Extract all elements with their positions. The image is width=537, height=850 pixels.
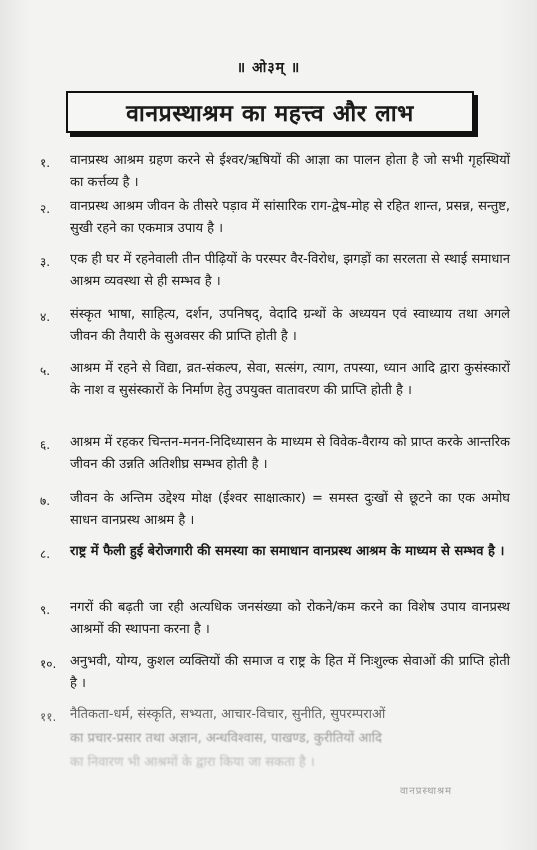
item-number: ९. [40, 603, 51, 617]
item-text: आश्रम में रहने से विद्या, व्रत-संकल्प, सेवा, सत्संग, त्याग, तपस्या, ध्यान आदि द्वारा कुसंस्कारों के नाश व सुसंस्कारों के निर्माण हेतु उपयुक्त वातावरण की प्राप्ति होती है । [70, 361, 510, 398]
item-number: ४. [40, 310, 51, 324]
item-text: संस्कृत भाषा, साहित्य, दर्शन, उपनिषद्, वेदादि ग्रन्थों के अध्ययन एवं स्वाध्याय तथा अगले जीवन की तैयारी के सुअवसर की प्राप्ति होती है । [70, 307, 510, 344]
item-number: ८. [40, 547, 51, 561]
item-number: ३. [40, 255, 51, 269]
item-number: २. [40, 202, 51, 216]
item-number: ६. [40, 438, 51, 452]
title-box [66, 91, 474, 133]
item-number: १०. [40, 657, 57, 671]
item-text-line: का प्रचार-प्रसार तथा अज्ञान, अन्धविश्वास, पाखण्ड, कुरीतियों आदि [70, 731, 382, 746]
item-number: ५. [40, 364, 51, 378]
item-text: नगरों की बढ़ती जा रही अत्यधिक जनसंख्या को रोकने/कम करने का विशेष उपाय वानप्रस्थ आश्रमों की स्थापना करना है । [70, 600, 510, 637]
item-text: अनुभवी, योग्य, कुशल व्यक्तियों की समाज व राष्ट्र के हित में निःशुल्क सेवाओं की प्राप्ति होती है । [70, 654, 510, 691]
item-text: आश्रम में रहकर चिन्तन-मनन-निदिध्यासन के माध्यम से विवेक-वैराग्य को प्राप्त करके आन्तरिक जीवन की उन्नति अतिशीघ्र सम्भव होती है । [70, 435, 510, 472]
item-text-line: नैतिकता-धर्म, संस्कृति, सभ्यता, आचार-विचार, सुनीति, सुपरम्पराओं [70, 707, 386, 722]
page-title: वानप्रस्थाश्रम का महत्त्व और लाभ [126, 101, 414, 127]
item-number: ११. [40, 710, 57, 724]
item-text: वानप्रस्थ आश्रम जीवन के तीसरे पड़ाव में सांसारिक राग-द्वेष-मोह से रहित शान्त, प्रसन्न, सन्तुष्ट, सुखी रहने का एकमात्र उपाय है । [70, 199, 510, 236]
item-number: ७. [40, 494, 51, 508]
item-number: १. [40, 156, 51, 170]
footer-mark: वानप्रस्थाश्रम [400, 786, 453, 797]
item-text: वानप्रस्थ आश्रम ग्रहण करने से ईश्वर/ऋषियों की आज्ञा का पालन होता है जो सभी गृहस्थियों का कर्त्तव्य है । [70, 153, 510, 190]
item-text: एक ही घर में रहनेवाली तीन पीढ़ियों के परस्पर वैर-विरोध, झगड़ों का सरलता से स्थाई समाधान आश्रम व्यवस्था से ही सम्भव है । [70, 252, 510, 289]
item-text: राष्ट्र में फैली हुई बेरोजगारी की समस्या का समाधान वानप्रस्थ आश्रम के माध्यम से सम्भव है । [70, 544, 505, 559]
item-text-line: का निवारण भी आश्रमों के द्वारा किया जा सकता है । [70, 755, 315, 770]
item-text: जीवन के अन्तिम उद्देश्य मोक्ष (ईश्वर साक्षात्कार) = समस्त दुःखों से छूटने का एक अमोघ साधन वानप्रस्थ आश्रम है । [70, 491, 510, 528]
invocation-heading: ॥ ओ३म् ॥ [236, 60, 301, 76]
